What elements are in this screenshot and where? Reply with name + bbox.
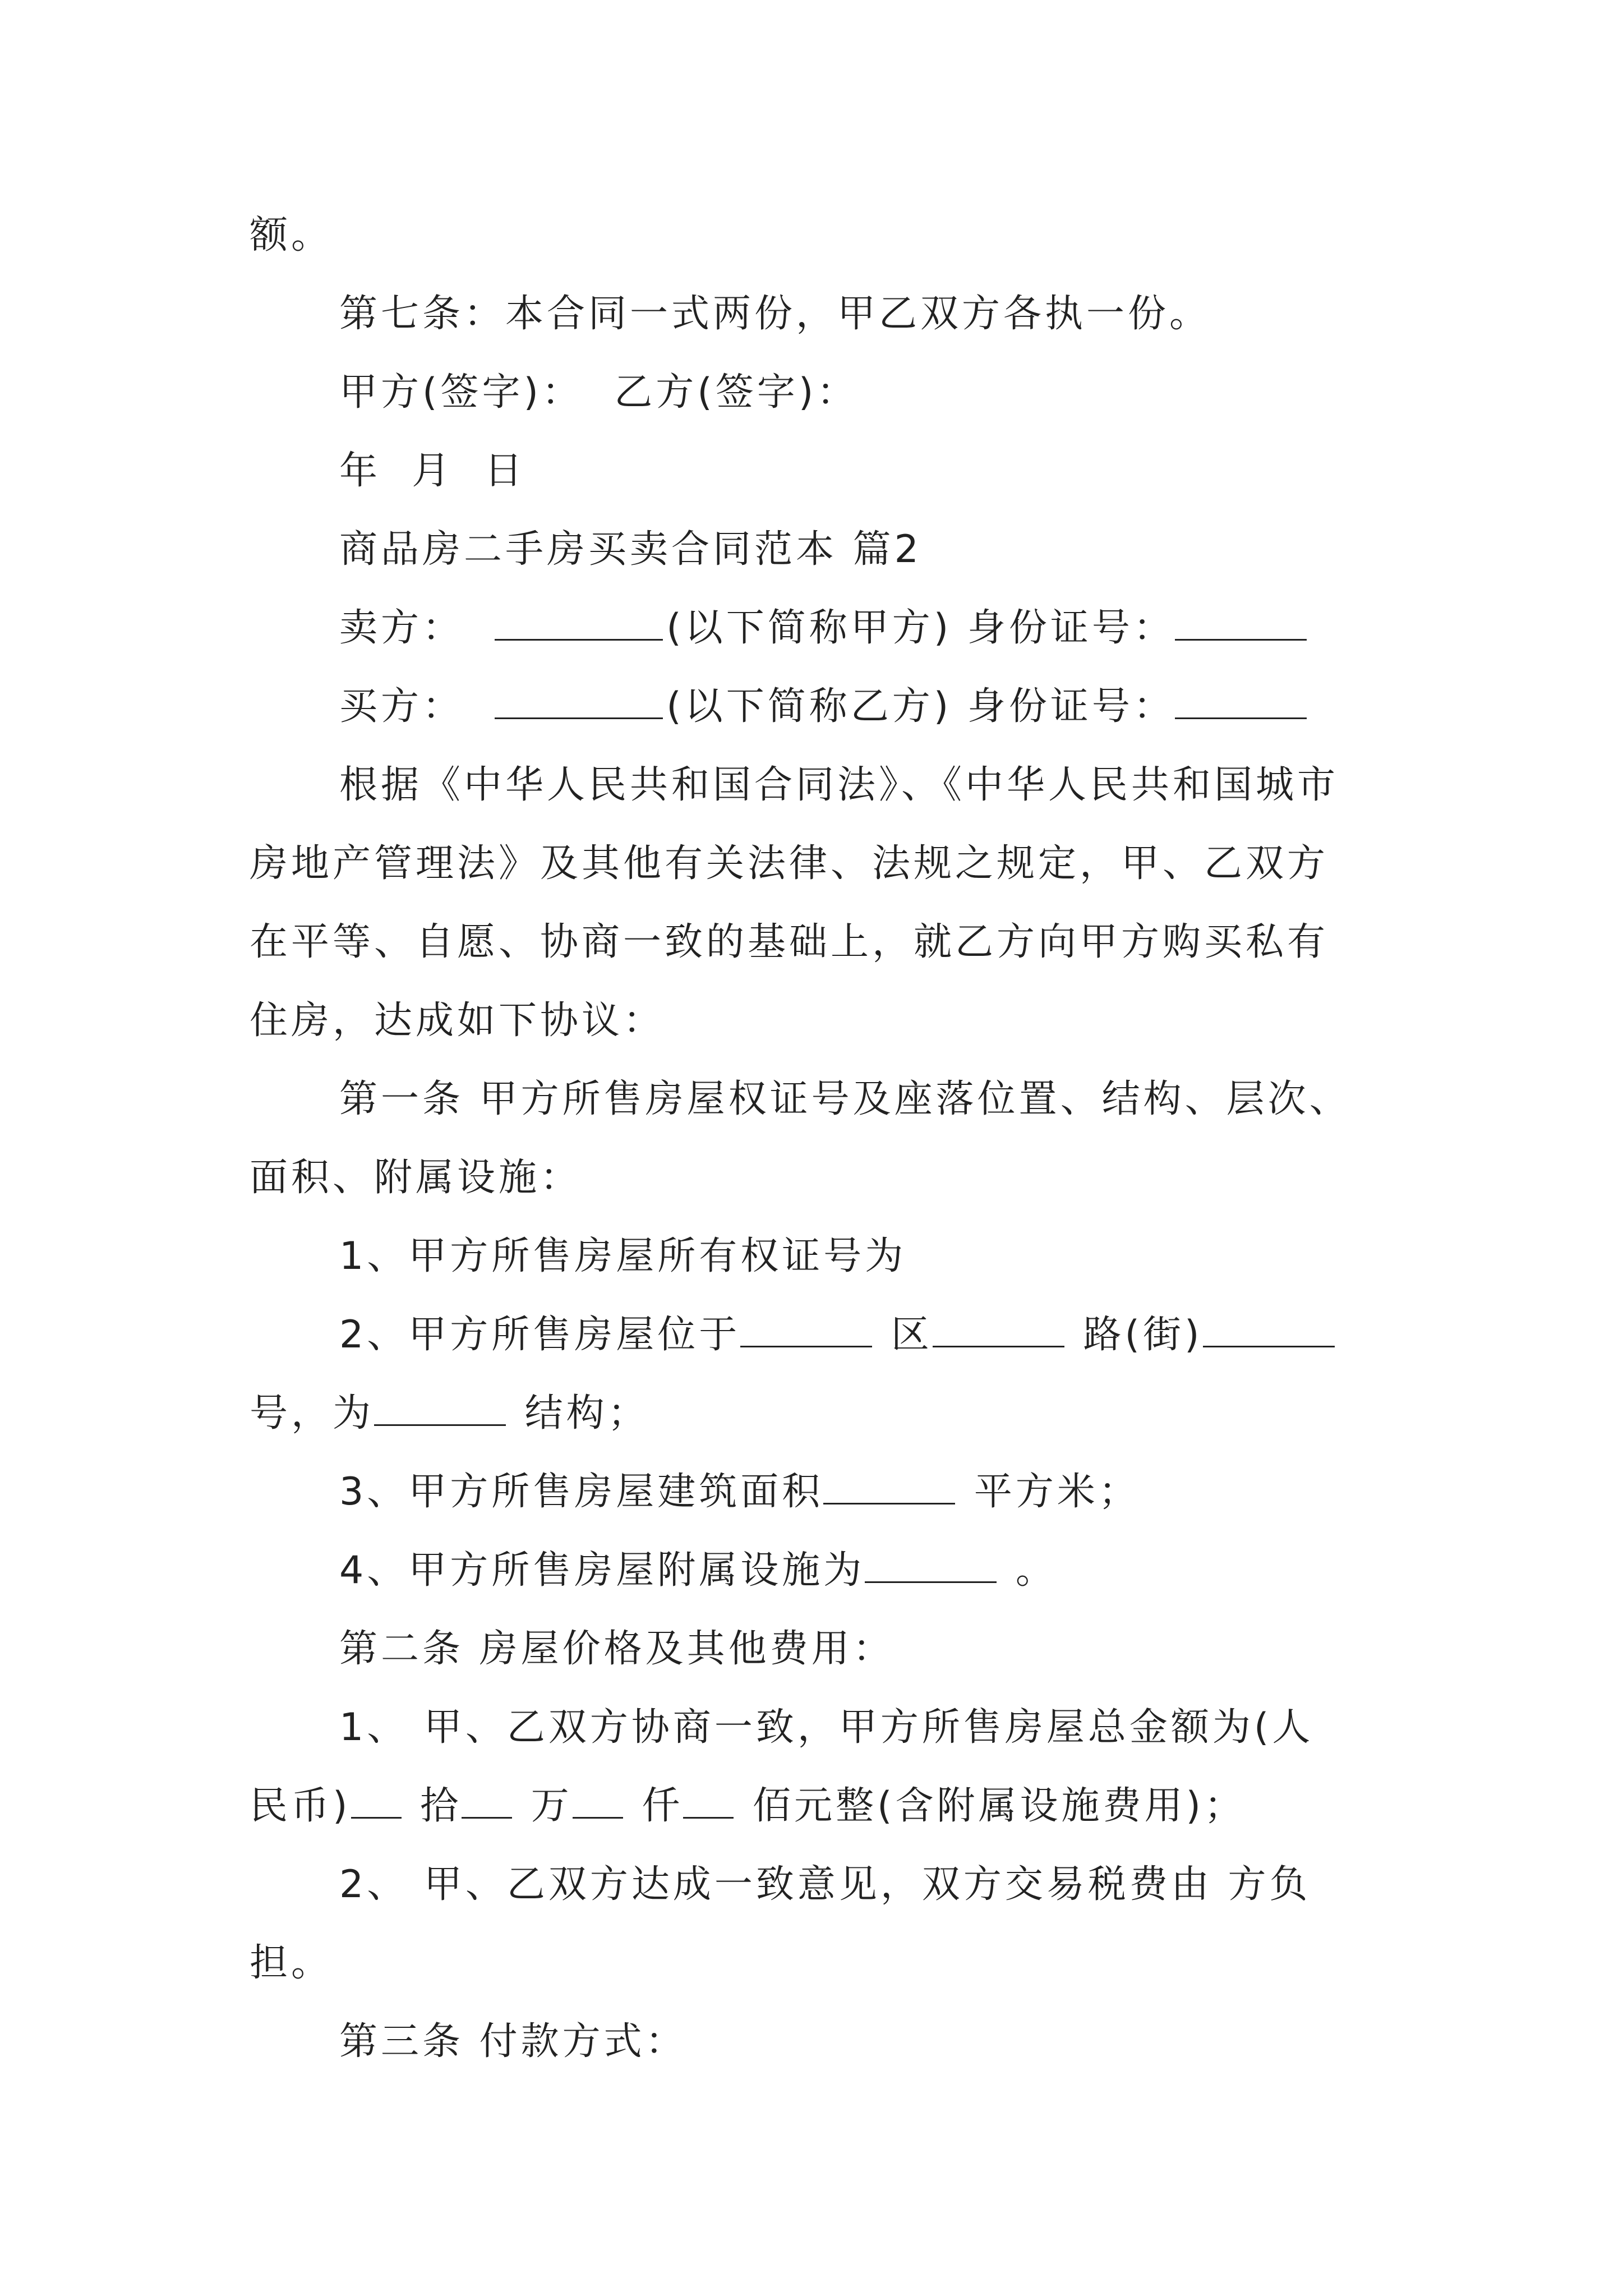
blank-field (462, 1782, 512, 1819)
line-text: 2、 甲、乙双方达成一致意见，双方交易税费由 方负 (339, 1862, 1311, 1907)
text-line (339, 760, 1339, 811)
line-text: 担。 (250, 1941, 333, 1985)
line-text: 房地产管理法》及其他有关法律、法规之规定，甲、乙双方 (250, 841, 1329, 886)
blank-field (1175, 683, 1307, 719)
line-text: 面积、附属设施： (250, 1156, 582, 1200)
blank-field (1203, 1311, 1335, 1347)
line-text: 甲方(签字)： 乙方(签字)： (339, 370, 859, 415)
article-heading (339, 1074, 1351, 1125)
line-text: 买方： (339, 684, 495, 729)
line-text: 4、甲方所售房屋附属设施为 (339, 1548, 865, 1593)
line-text: 根据《中华人民共和国合同法》、《中华人民共和国城市 (339, 763, 1339, 807)
text-line (339, 1703, 1313, 1753)
signature-line (339, 367, 858, 418)
line-text: 3、甲方所售房屋建筑面积 (339, 1470, 824, 1514)
area-line (339, 1467, 1140, 1517)
location-line (339, 1310, 1338, 1360)
line-text: 1、甲方所售房屋所有权证号为 (339, 1234, 907, 1278)
text-line (250, 917, 1329, 968)
line-text: 年 月 日 (339, 449, 526, 493)
line-text: 第一条 甲方所售房屋权证号及座落位置、结构、层次、 (339, 1077, 1351, 1121)
line-text: 平方米； (958, 1470, 1140, 1514)
text-line (250, 996, 665, 1046)
blank-field (495, 683, 663, 719)
blank-field (740, 1311, 872, 1347)
blank-field (865, 1547, 997, 1583)
text-line (339, 1860, 1311, 1910)
line-text: 第三条 付款方式： (339, 2019, 687, 2064)
line-text: 号，为 (250, 1391, 375, 1435)
line-text: 佰元整(含附属设施费用)； (737, 1784, 1246, 1828)
amount-line (250, 1781, 1246, 1832)
blank-field (495, 604, 663, 641)
line-text: 仟 (626, 1784, 684, 1828)
blank-field (573, 1782, 623, 1819)
facilities-line (339, 1545, 1057, 1596)
line-text: 。 (1000, 1548, 1057, 1593)
line-text: 路(街) (1067, 1313, 1203, 1357)
line-text: 商品房二手房买卖合同范本 篇2 (339, 527, 922, 572)
line-text: (以下简称乙方) 身份证号： (666, 684, 1175, 729)
section-title (339, 524, 922, 575)
article-heading (339, 2017, 687, 2067)
blank-field (351, 1782, 402, 1819)
blank-field (823, 1468, 955, 1504)
structure-line (250, 1388, 649, 1439)
blank-field (1175, 604, 1307, 641)
text-line (339, 1231, 906, 1282)
article-heading (339, 1624, 895, 1674)
text-line (250, 1938, 333, 1989)
blank-field (683, 1782, 734, 1819)
text-line (250, 1153, 582, 1203)
line-text: 区 (875, 1313, 933, 1357)
line-text: 住房，达成如下协议： (250, 999, 665, 1043)
line-text: 结构； (509, 1391, 649, 1435)
line-text: 万 (515, 1784, 573, 1828)
seller-line (339, 603, 1310, 654)
text-line (339, 289, 1211, 339)
line-text: (以下简称甲方) 身份证号： (666, 606, 1175, 650)
line-text: 2、甲方所售房屋位于 (339, 1313, 741, 1357)
line-text: 在平等、自愿、协商一致的基础上，就乙方向甲方购买私有 (250, 920, 1329, 964)
blank-field (933, 1311, 1064, 1347)
text-line (250, 210, 333, 261)
line-text: 民币) (250, 1784, 351, 1828)
buyer-line (339, 682, 1310, 732)
line-text: 卖方： (339, 606, 495, 650)
date-line (339, 446, 525, 496)
line-text: 1、 甲、乙双方协商一致，甲方所售房屋总金额为(人 (339, 1705, 1314, 1750)
line-text: 第七条：本合同一式两份，甲乙双方各执一份。 (339, 292, 1211, 336)
blank-field (374, 1389, 506, 1426)
line-text: 额。 (250, 213, 333, 257)
text-line (250, 839, 1329, 889)
line-text: 拾 (404, 1784, 462, 1828)
line-text: 第二条 房屋价格及其他费用： (339, 1627, 895, 1671)
